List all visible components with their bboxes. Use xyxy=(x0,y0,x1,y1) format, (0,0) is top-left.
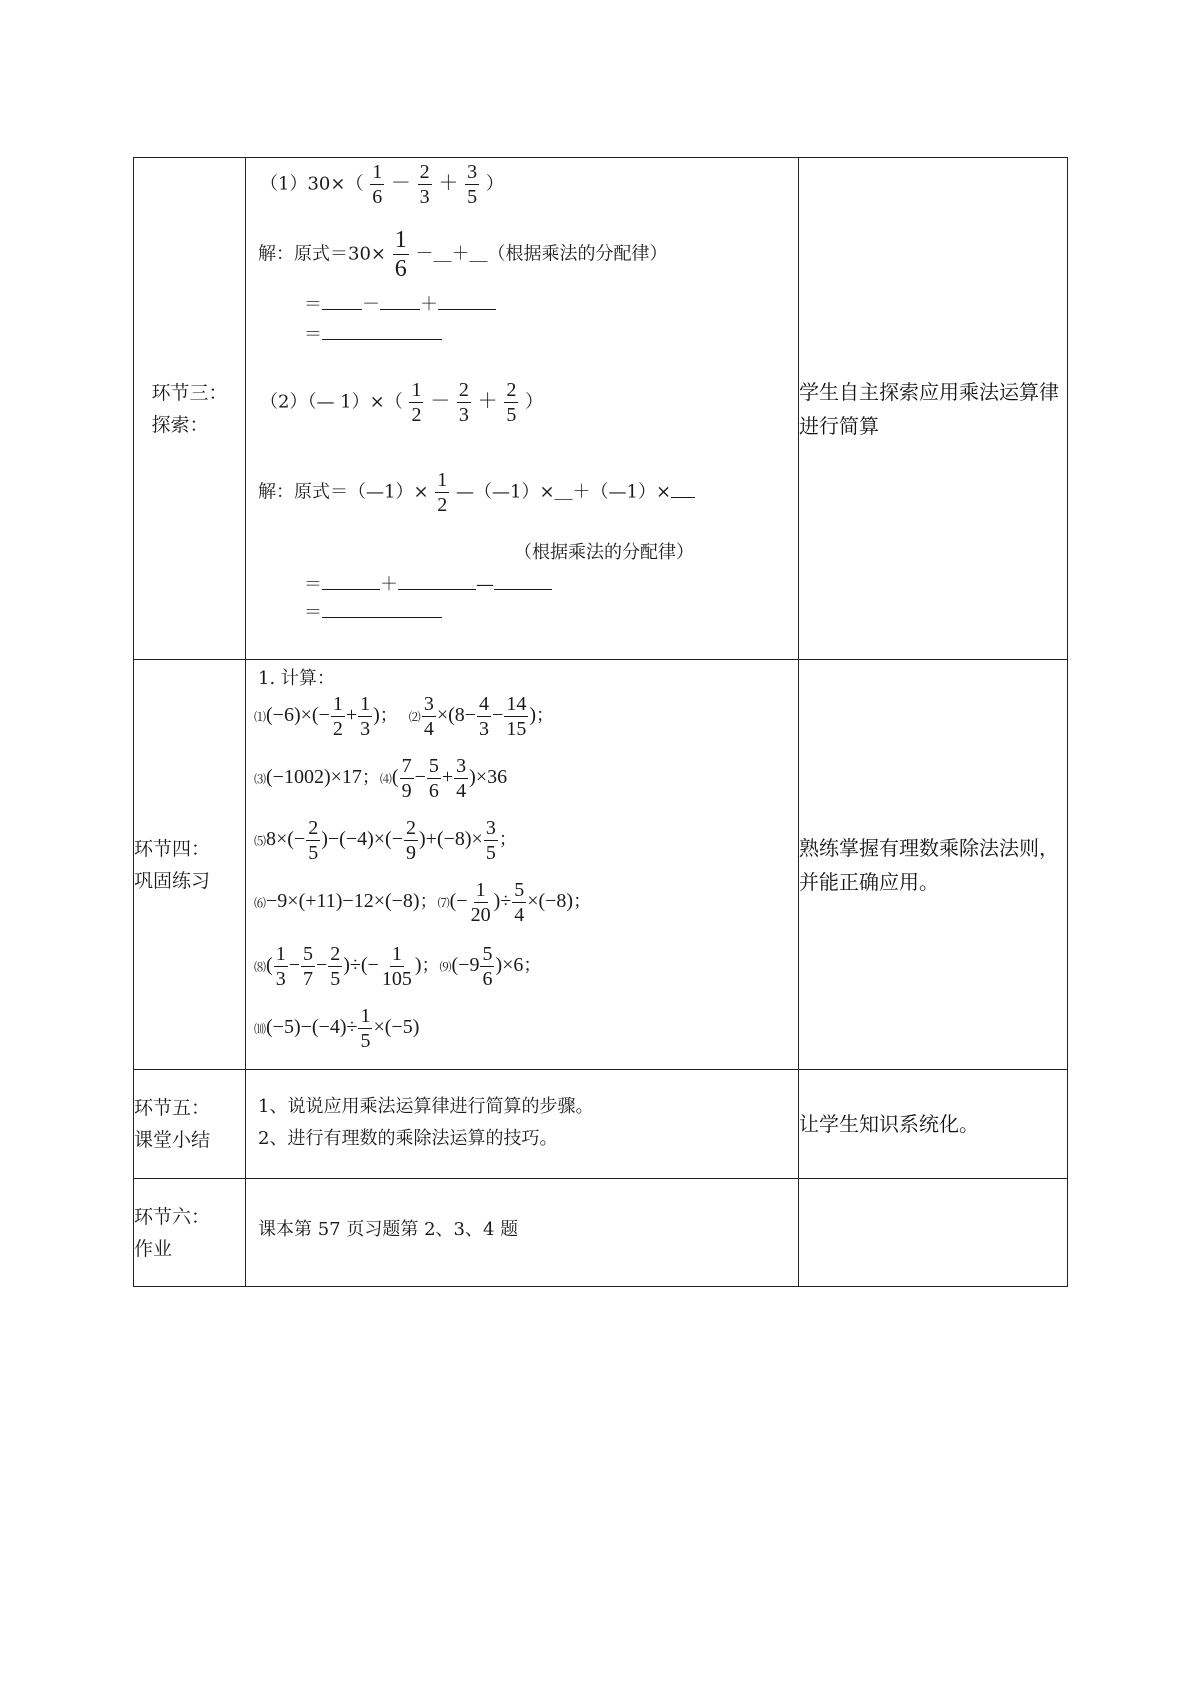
answer-line: ＝ ＋ — xyxy=(304,570,552,596)
lesson-plan-table xyxy=(133,157,1068,1287)
exercise-title: 1. 计算： xyxy=(258,668,335,689)
answer-line: ＝ － ＋ xyxy=(304,290,496,316)
content-cell xyxy=(246,660,799,1070)
content-cell xyxy=(246,1070,799,1179)
fraction: $\frac{1}{6}$ xyxy=(394,227,407,282)
stage-cell xyxy=(134,1179,246,1287)
table-row xyxy=(134,1179,1068,1287)
summary-line: 1、说说应用乘法运算律进行简算的步骤。 xyxy=(258,1096,594,1117)
fraction: $\frac{2}{3}$ xyxy=(458,379,469,426)
goal-text: 熟练掌握有理数乘除法法则，并能正确应用。 xyxy=(799,835,1059,894)
stage-label: 环节六： 作业 xyxy=(134,1205,211,1260)
goal-cell xyxy=(799,1179,1068,1287)
stage-label: 环节五： 课堂小结 xyxy=(134,1097,211,1151)
exercise-2-solution: 解：原式＝（—1）× $\frac{1}{2}$ —（—1）×＿＋（—1）× xyxy=(258,470,695,515)
fraction: $\frac{1}{2}$ xyxy=(411,379,422,426)
exercise-2: （2）（— 1）×（ $\frac{1}{2}$ － $\frac{2}{3}$ ＋ $\frac{2}{5}$ ） xyxy=(260,379,544,426)
exercise-2-note: （根据乘法的分配律） xyxy=(514,542,694,563)
fraction: $\frac{1}{6}$ xyxy=(372,161,383,208)
problem-6: ⑹−9×(+11)−12×(−8)；⑺(− $\frac{1}{20}$ )÷ $\frac{5}{4}$ ×(−8)； xyxy=(254,879,592,926)
content-cell xyxy=(246,158,799,660)
problem-5: ⑸8×(− $\frac{2}{5}$ )−(−4)×(− $\frac{2}{9}$ )+(−8)× $\frac{3}{5}$ ； xyxy=(254,817,517,864)
content-cell xyxy=(246,1179,799,1287)
fraction: $\frac{2}{3}$ xyxy=(419,161,430,208)
summary-line: 2、进行有理数的乘除法运算的技巧。 xyxy=(258,1128,558,1149)
goal-cell xyxy=(799,660,1068,1070)
problem-10: ⑽(−5)−(−4)÷ $\frac{1}{5}$ ×(−5) xyxy=(254,1005,420,1052)
goal-text: 让学生知识系统化。 xyxy=(799,1112,979,1136)
fraction: $\frac{2}{5}$ xyxy=(506,379,517,426)
answer-line: ＝ xyxy=(304,598,442,624)
table-row xyxy=(134,660,1068,1070)
stage-label: 环节四： 巩固练习 xyxy=(134,837,211,892)
homework-text: 课本第 57 页习题第 2、3、4 题 xyxy=(258,1219,519,1240)
stage-label: 环节三： 探索： xyxy=(151,381,228,436)
stage-cell xyxy=(134,158,246,660)
goal-text: 学生自主探索应用乘法运算律进行简算 xyxy=(799,379,1059,438)
fraction: $\frac{3}{5}$ xyxy=(467,161,478,208)
fraction: $\frac{1}{2}$ xyxy=(437,469,448,516)
stage-cell xyxy=(134,1070,246,1179)
exercise-1-solution: 解：原式＝30× $\frac{1}{6}$ －＿＋＿（根据乘法的分配律） xyxy=(258,227,668,282)
problem-8: ⑻( $\frac{1}{3}$ − $\frac{5}{7}$ − $\frac{2}{5}$ )÷(− $\frac{1}{105}$ )；⑼(−9 $\frac{5}{6}$ )×6； xyxy=(254,943,542,990)
answer-line: ＝ xyxy=(304,320,442,346)
goal-cell xyxy=(799,1070,1068,1179)
problem-1: ⑴(−6)×(− $\frac{1}{2}$ + $\frac{1}{3}$ )； ⑵ $\frac{3}{4}$ ×(8− $\frac{4}{3}$ − $\frac{14}{15}$ )； xyxy=(254,693,554,740)
stage-cell xyxy=(134,660,246,1070)
table-row xyxy=(134,1070,1068,1179)
goal-cell xyxy=(799,158,1068,660)
table-row xyxy=(134,158,1068,660)
exercise-1: （1）30×（ $\frac{1}{6}$ － $\frac{2}{3}$ ＋ $\frac{3}{5}$ ） xyxy=(260,161,504,208)
problem-3: ⑶(−1002)×17；⑷( $\frac{7}{9}$ − $\frac{5}{6}$ + $\frac{3}{4}$ )×36 xyxy=(254,755,508,802)
